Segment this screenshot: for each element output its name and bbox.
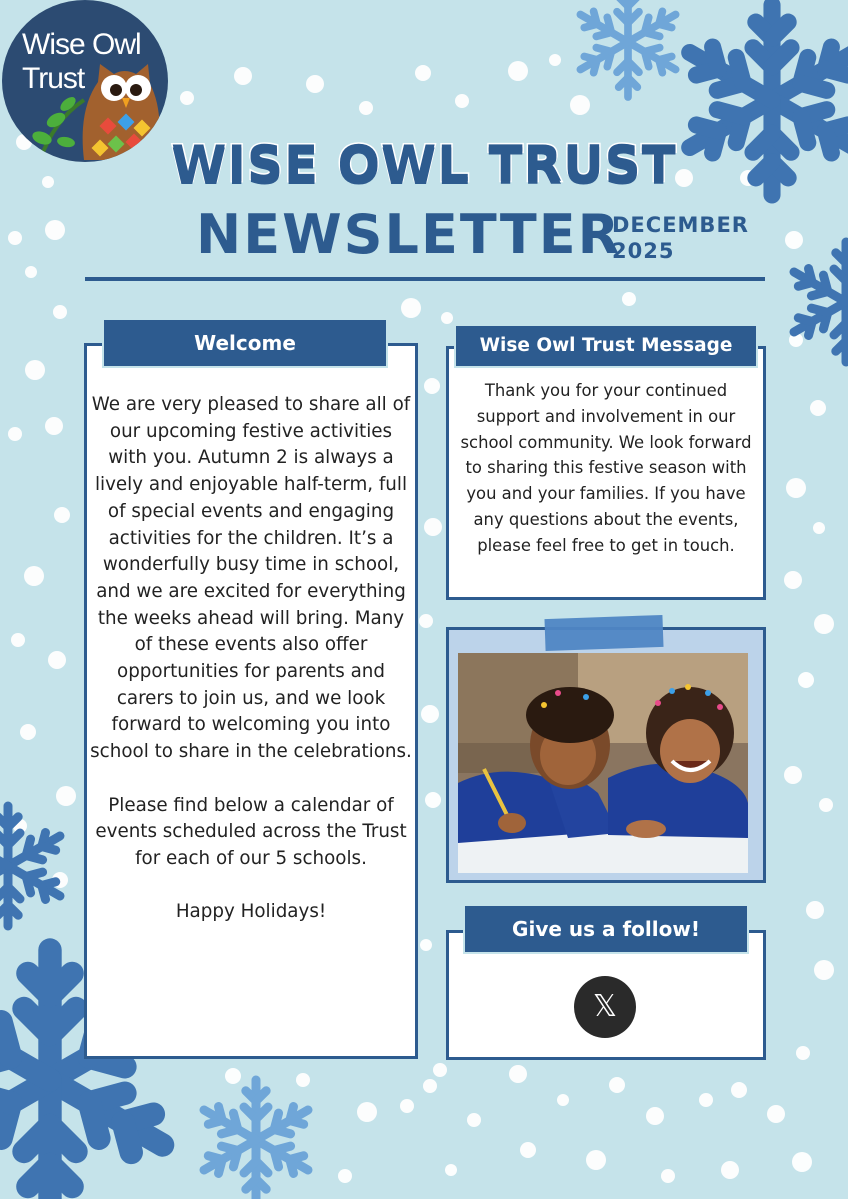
- pupils-photo: [458, 653, 748, 873]
- trust-message-body: Thank you for your continued support and involvement in our school community. We look forward to sharing this festive season with you and your families. If you have any questions about the events, please feel free to get in touch.: [460, 381, 752, 555]
- x-social-icon[interactable]: 𝕏: [574, 976, 636, 1038]
- trust-title: WISE OWL TRUST: [171, 135, 677, 193]
- photo-tape: [544, 615, 663, 651]
- welcome-closing: Happy Holidays!: [175, 901, 327, 923]
- newsletter-title: NEWSLETTER: [196, 203, 622, 266]
- welcome-body: [90, 392, 412, 926]
- trust-message-heading: Wise Owl Trust Message: [456, 326, 756, 366]
- welcome-heading: Welcome: [104, 320, 386, 366]
- header-divider: [85, 277, 765, 281]
- logo-wordmark: Wise Owl Trust: [22, 28, 141, 95]
- welcome-paragraph-1: We are very pleased to share all of our upcoming festive activities with you. Autumn 2 is always a lively and enjoyable half-term, full of special events and engaging activities for the children. It’s a wonderfully busy time in school, and we are excited for everything the weeks ahead will bring. Many of these events also offer opportunities for parents and carers to join us, and we look forward to welcoming you into school to share in the celebrations.: [90, 394, 412, 763]
- newsletter-date: DECEMBER 2025: [612, 213, 749, 263]
- welcome-paragraph-2: Please find below a calendar of events scheduled across the Trust for each of our 5 schools.: [95, 794, 407, 869]
- photo-of-two-pupils-writing-icon: [458, 653, 748, 873]
- follow-heading: Give us a follow!: [465, 906, 747, 952]
